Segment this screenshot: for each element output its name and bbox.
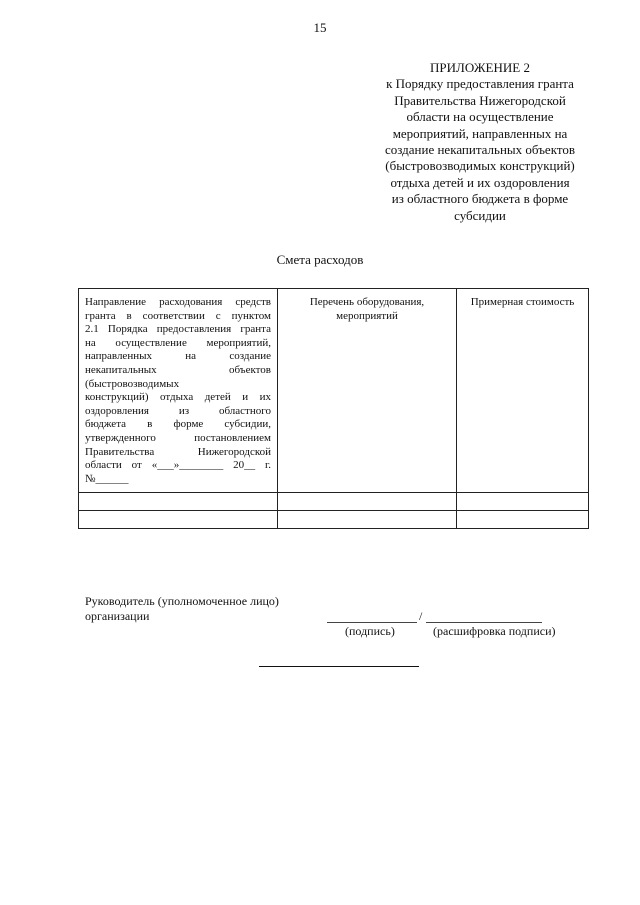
signature-label-line: Руководитель (уполномоченное лицо) <box>85 594 279 608</box>
header-cell-line: области от «___»________ 20__ г. <box>85 459 271 472</box>
header-cell-direction <box>79 289 278 493</box>
header-cell-line: №______ <box>85 472 129 485</box>
appendix-line: из областного бюджета в форме <box>391 191 569 207</box>
header-cell-equipment: Перечень оборудования, мероприятий <box>278 289 457 493</box>
signature-label-line: организации <box>85 609 150 623</box>
header-cell-line: Направление расходования средств <box>85 296 271 308</box>
header-cell-line: 2.1 Порядка предоставления гранта <box>85 323 271 336</box>
signature-label <box>85 594 279 624</box>
table-cell[interactable] <box>457 511 589 529</box>
appendix-line: (быстровозводимых конструкций) <box>385 158 575 174</box>
header-cell-line: Правительства Нижегородской <box>85 445 271 458</box>
appendix-line: ПРИЛОЖЕНИЕ 2 <box>430 60 530 75</box>
header-cell-line: направленных на создание <box>85 350 271 363</box>
signature-caption: (подпись) <box>345 624 395 638</box>
header-cell-line: утвержденного постановлением <box>85 431 271 444</box>
appendix-line: к Порядку предоставления гранта <box>386 76 574 92</box>
table-cell[interactable] <box>457 493 589 511</box>
signature-decoding-blank[interactable] <box>426 622 542 623</box>
table-cell[interactable] <box>278 493 457 511</box>
table-cell[interactable] <box>79 493 278 511</box>
budget-table <box>78 288 589 529</box>
signature-blank[interactable] <box>327 622 417 623</box>
table-cell[interactable] <box>79 511 278 529</box>
table-row <box>79 511 589 529</box>
header-cell-line: бюджета в форме субсидии, <box>85 418 271 431</box>
page-number: 15 <box>313 20 327 35</box>
table-header-row <box>79 289 589 493</box>
appendix-line: отдыха детей и их оздоровления <box>390 174 570 190</box>
appendix-line: мероприятий, направленных на <box>392 125 568 141</box>
appendix-line: создание некапитальных объектов <box>384 142 575 158</box>
appendix-line: области на осуществление <box>406 109 554 125</box>
appendix-line: Правительства Нижегородской <box>394 92 566 108</box>
header-cell-line: гранта в соответствии с пунктом <box>85 309 271 322</box>
appendix-line: субсидии <box>454 207 506 223</box>
document-title: Смета расходов <box>276 252 364 267</box>
header-cell-line: оздоровления из областного <box>85 404 271 417</box>
header-cell-line: на осуществление мероприятий, <box>85 336 271 349</box>
table-cell[interactable] <box>278 511 457 529</box>
signature-separator: / <box>419 609 423 623</box>
signature-decoding-caption: (расшифровка подписи) <box>433 624 556 638</box>
appendix-header <box>350 60 610 224</box>
table-row <box>79 493 589 511</box>
end-of-document-line <box>259 666 419 667</box>
header-cell-cost: Примерная стоимость <box>457 289 589 493</box>
header-cell-line: (быстровозводимых <box>85 377 180 390</box>
header-cell-line: конструкций) отдыха детей и их <box>85 391 271 404</box>
header-cell-line: некапитальных объектов <box>85 363 271 376</box>
